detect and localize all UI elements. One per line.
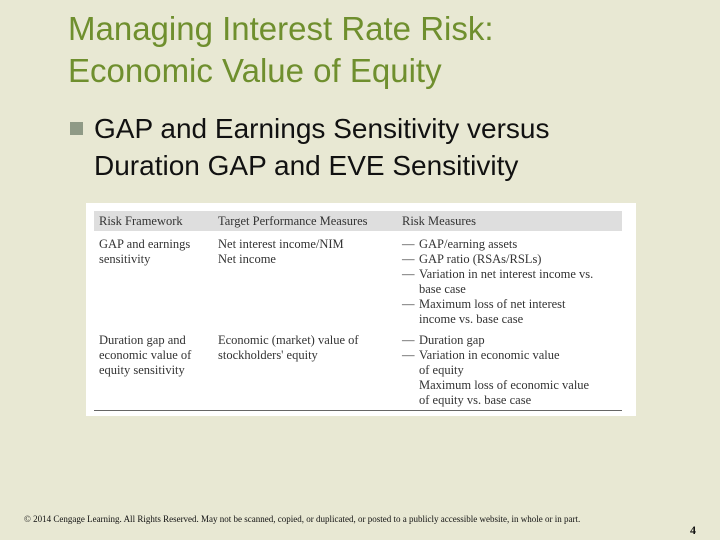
row2-framework-line: Duration gap and [99,333,186,347]
table-bottom-rule [94,410,622,411]
risk-measure-item [402,378,620,408]
row2-target-line: Economic (market) value of [218,333,359,347]
title-line-1: Managing Interest Rate Risk: [68,10,494,47]
square-bullet-icon [70,122,83,135]
table-header [94,211,622,231]
dash: — [402,252,415,266]
risk-measure-item [402,252,620,267]
row1-targets [218,237,400,267]
bullet-item [70,110,710,184]
measure-line: Variation in economic value [419,348,560,362]
header-risk-measures: Risk Measures [402,214,476,228]
measure-line: Variation in net interest income vs. [419,267,594,281]
measure-line: of equity vs. base case [419,393,532,407]
row1-framework-line: sensitivity [99,252,151,266]
risk-measure-item [402,237,620,252]
measure-line: GAP/earning assets [419,237,518,251]
row2-framework-line: economic value of [99,348,192,362]
dash: — [402,297,415,311]
row2-target-line: stockholders' equity [218,348,318,362]
header-risk-framework: Risk Framework [99,214,183,228]
title-line-2: Economic Value of Equity [68,52,442,89]
risk-table [94,211,622,407]
slide-title [68,8,688,92]
measure-line: of equity [419,363,464,377]
measure-line: Duration gap [419,333,485,347]
measure-line: base case [419,282,466,296]
risk-measure-item [402,333,620,348]
dash: — [402,348,415,362]
row1-target-line: Net income [218,252,276,266]
page-number: 4 [690,523,696,537]
row2-framework-line: equity sensitivity [99,363,185,377]
header-target-measures: Target Performance Measures [218,214,368,228]
risk-table-image [86,203,636,416]
risk-measure-item [402,267,620,297]
copyright-footer: © 2014 Cengage Learning. All Rights Reserved. May not be scanned, copied, or duplicated, or posted to a publicly accessible website, in whole or in part. [24,514,581,524]
risk-measure-item [402,348,620,378]
row2-targets [218,333,400,363]
bullet-line-2: Duration GAP and EVE Sensitivity [94,150,519,181]
measure-line: Maximum loss of economic value [419,378,590,392]
dash: — [402,267,415,281]
row1-measures [402,237,620,327]
measure-line: GAP ratio (RSAs/RSLs) [419,252,542,266]
row2-measures [402,333,620,408]
dash: — [402,333,415,347]
dash: — [402,237,415,251]
row1-framework [99,237,217,267]
row1-framework-line: GAP and earnings [99,237,191,251]
risk-measure-item [402,297,620,327]
bullet-text [70,110,710,184]
measure-line: Maximum loss of net interest [419,297,566,311]
row1-target-line: Net interest income/NIM [218,237,344,251]
measure-line: income vs. base case [419,312,524,326]
bullet-line-1: GAP and Earnings Sensitivity versus [94,113,550,144]
row2-framework [99,333,217,378]
